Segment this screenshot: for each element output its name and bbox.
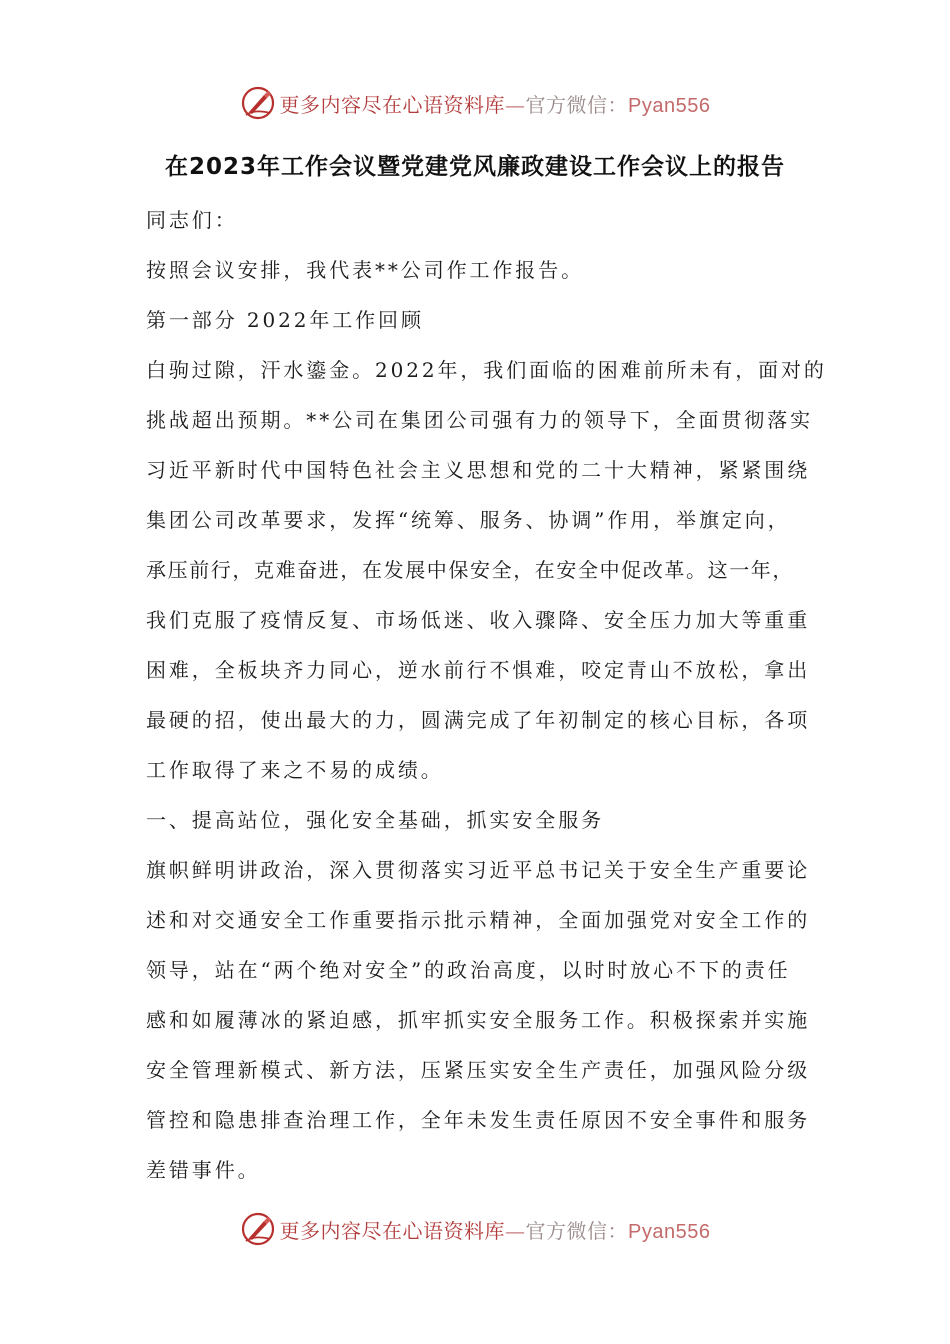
paragraph-line: 我们克服了疫情反复、市场低迷、收入骤降、安全压力加大等重重 [146,608,811,632]
paragraph-line: 集团公司改革要求，发挥“统筹、服务、协调”作用，举旗定向， [146,508,791,532]
paragraph-line: 习近平新时代中国特色社会主义思想和党的二十大精神，紧紧围绕 [146,458,811,482]
paragraph-line: 述和对交通安全工作重要指示批示精神，全面加强党对安全工作的 [146,908,811,932]
paragraph-line: 困难，全板块齐力同心，逆水前行不惧难，咬定青山不放松，拿出 [146,658,811,682]
paragraph-line: 安全管理新模式、新方法，压紧压实安全生产责任，加强风险分级 [146,1058,811,1082]
pen-logo-icon [240,1211,276,1247]
document-body [146,195,827,1195]
paragraph-line: 挑战超出预期。**公司在集团公司强有力的领导下，全面贯彻落实 [146,408,813,432]
watermark-banner-bottom [0,1207,950,1251]
paragraph-line: 最硬的招，使出最大的力，圆满完成了年初制定的核心目标，各项 [146,708,811,732]
paragraph-line: 白驹过隙，汗水鎏金。2022年，我们面临的困难前所未有，面对的 [146,358,827,382]
section-heading: 第一部分 2022年工作回顾 [146,308,424,332]
paragraph-line: 领导，站在“两个绝对安全”的政治高度，以时时放心不下的责任 [146,958,791,982]
pen-logo-icon [240,85,276,121]
paragraph-line: 同志们： [146,208,238,232]
section-heading: 一、提高站位，强化安全基础，抓实安全服务 [146,808,604,832]
watermark-text: 更多内容尽在心语资料库—官方微信：Pyan556 [279,1218,711,1243]
paragraph-line: 按照会议安排，我代表**公司作工作报告。 [146,258,584,282]
paragraph-line: 旗帜鲜明讲政治，深入贯彻落实习近平总书记关于安全生产重要论 [146,858,811,882]
watermark-text: 更多内容尽在心语资料库—官方微信：Pyan556 [279,92,711,117]
paragraph-line: 感和如履薄冰的紧迫感，抓牢抓实安全服务工作。积极探索并实施 [146,1008,811,1032]
paragraph-line: 承压前行，克难奋进，在发展中保安全，在安全中促改革。这一年， [146,558,794,582]
paragraph-line: 工作取得了来之不易的成绩。 [146,758,444,782]
document-title: 在2023年工作会议暨党建党风廉政建设工作会议上的报告 [164,154,785,180]
paragraph-line: 管控和隐患排查治理工作，全年未发生责任原因不安全事件和服务 [146,1108,811,1132]
paragraph-line: 差错事件。 [146,1158,261,1182]
watermark-banner-top [0,81,950,125]
